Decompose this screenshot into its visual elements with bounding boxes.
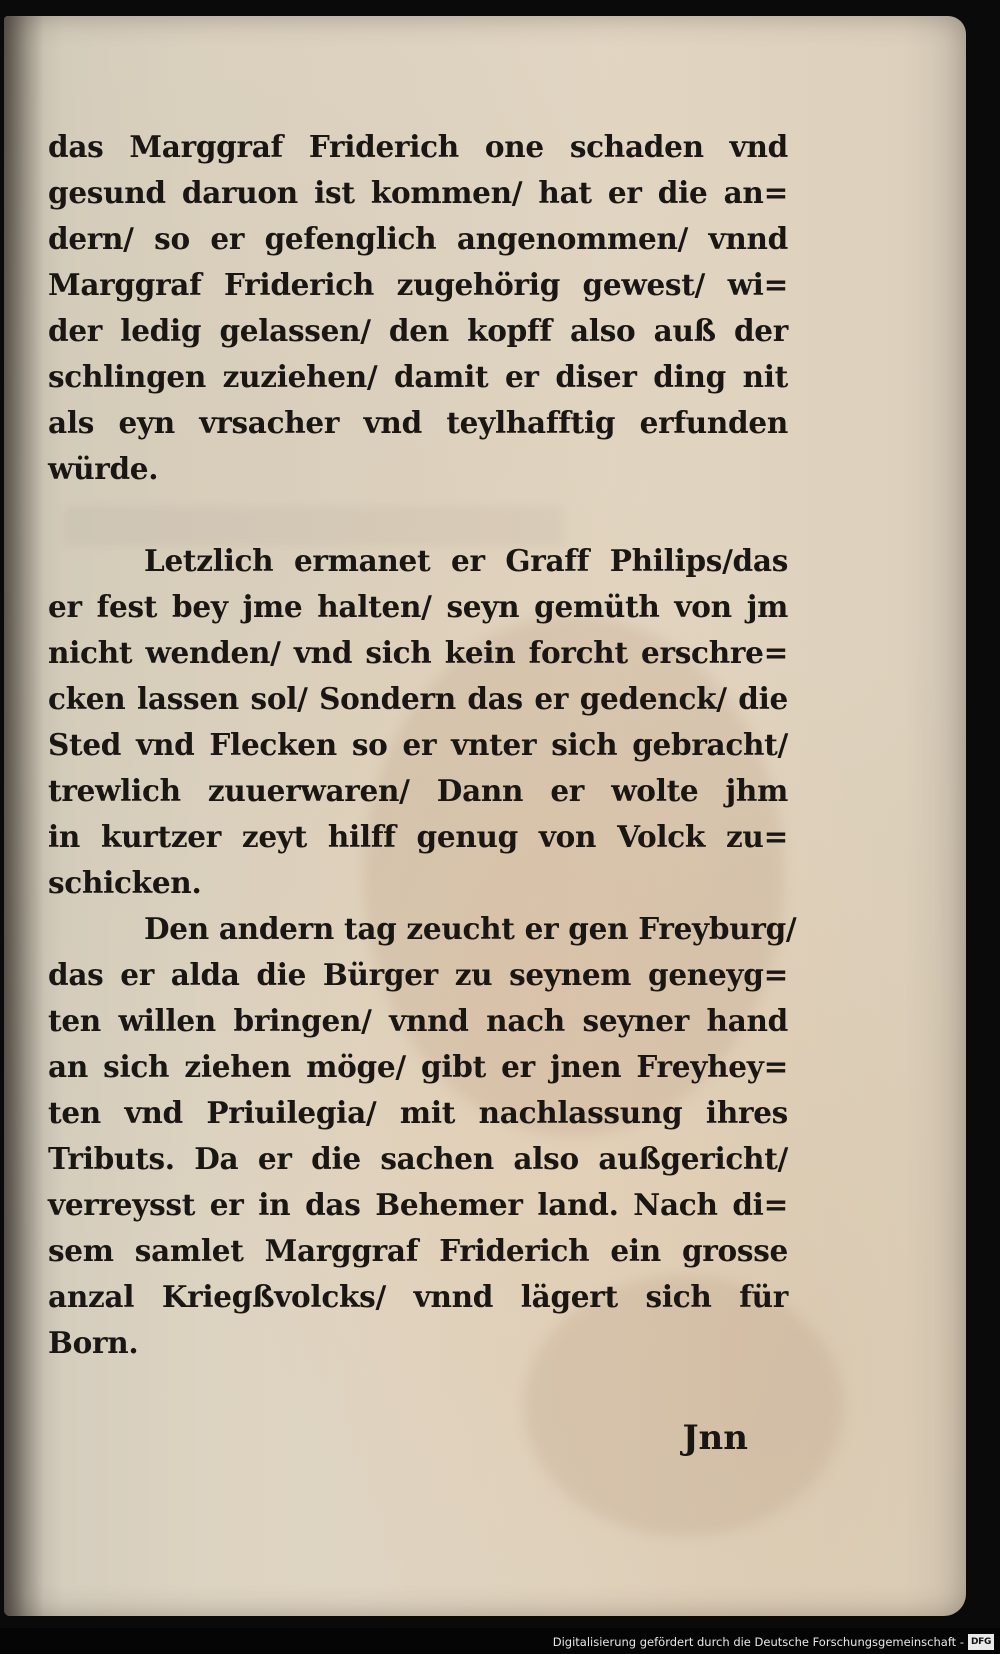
text-line: ten vnd Priuilegia/ mit nachlassung ihres	[48, 1095, 788, 1130]
text-line: als eyn vrsacher vnd teylhafftig erfunden	[48, 405, 788, 440]
text-line: nicht wenden/ vnd sich kein forcht erschre=	[48, 635, 788, 670]
footer-bar	[0, 1628, 1000, 1654]
text-line: trewlich zuuerwaren/ Dann er wolte jhm	[48, 773, 788, 808]
paragraph	[48, 538, 788, 906]
text-line: ten willen bringen/ vnnd nach seyner hand	[48, 1003, 788, 1038]
text-line: Marggraf Friderich zugehörig gewest/ wi=	[48, 267, 788, 302]
paragraph	[48, 906, 797, 1366]
text-line: verreysst er in das Behemer land. Nach di=	[48, 1187, 788, 1222]
page-gutter-shadow	[4, 16, 44, 1616]
text-line: Sted vnd Flecken so er vnter sich gebracht/	[48, 727, 788, 762]
funding-credit: Digitalisierung gefördert durch die Deutsche Forschungsgemeinschaft -	[552, 1635, 964, 1649]
text-line: in kurtzer zeyt hilff genug von Volck zu=	[48, 819, 788, 854]
text-line: gesund daruon ist kommen/ hat er die an=	[48, 175, 788, 210]
paragraph-gap	[48, 492, 788, 538]
text-line: das er alda die Bürger zu seynem geneyg=	[48, 957, 788, 992]
text-line: dern/ so er gefenglich angenommen/ vnnd	[48, 221, 788, 256]
dfg-logo: DFG	[968, 1634, 994, 1650]
text-line: der ledig gelassen/ den kopff also auß der	[48, 313, 788, 348]
text-line: anzal Kriegßvolcks/ vnnd lägert sich für	[48, 1279, 788, 1314]
text-line: sem samlet Marggraf Friderich ein grosse	[48, 1233, 788, 1268]
text-line: das Marggraf Friderich one schaden vnd	[48, 129, 788, 164]
text-line: würde.	[48, 451, 159, 486]
text-line: Tributs. Da er die sachen also außgericht/	[48, 1141, 788, 1176]
paragraph	[48, 124, 788, 492]
text-line: an sich ziehen möge/ gibt er jnen Freyhey=	[48, 1049, 788, 1084]
text-line: schlingen zuziehen/ damit er diser ding nit	[48, 359, 788, 394]
text-line: schicken.	[48, 865, 202, 900]
page-text-block	[48, 124, 797, 1366]
text-line: Letzlich ermanet er Graff Philips/das	[144, 543, 788, 578]
text-line: cken lassen sol/ Sondern das er gedenck/ die	[48, 681, 788, 716]
text-line: er fest bey jme halten/ seyn gemüth von jm	[48, 589, 788, 624]
catchword: Jnn	[682, 1418, 748, 1458]
text-line: Den andern tag zeucht er gen Freyburg/	[144, 911, 797, 946]
text-line: Born.	[48, 1325, 139, 1360]
book-page	[4, 16, 966, 1616]
